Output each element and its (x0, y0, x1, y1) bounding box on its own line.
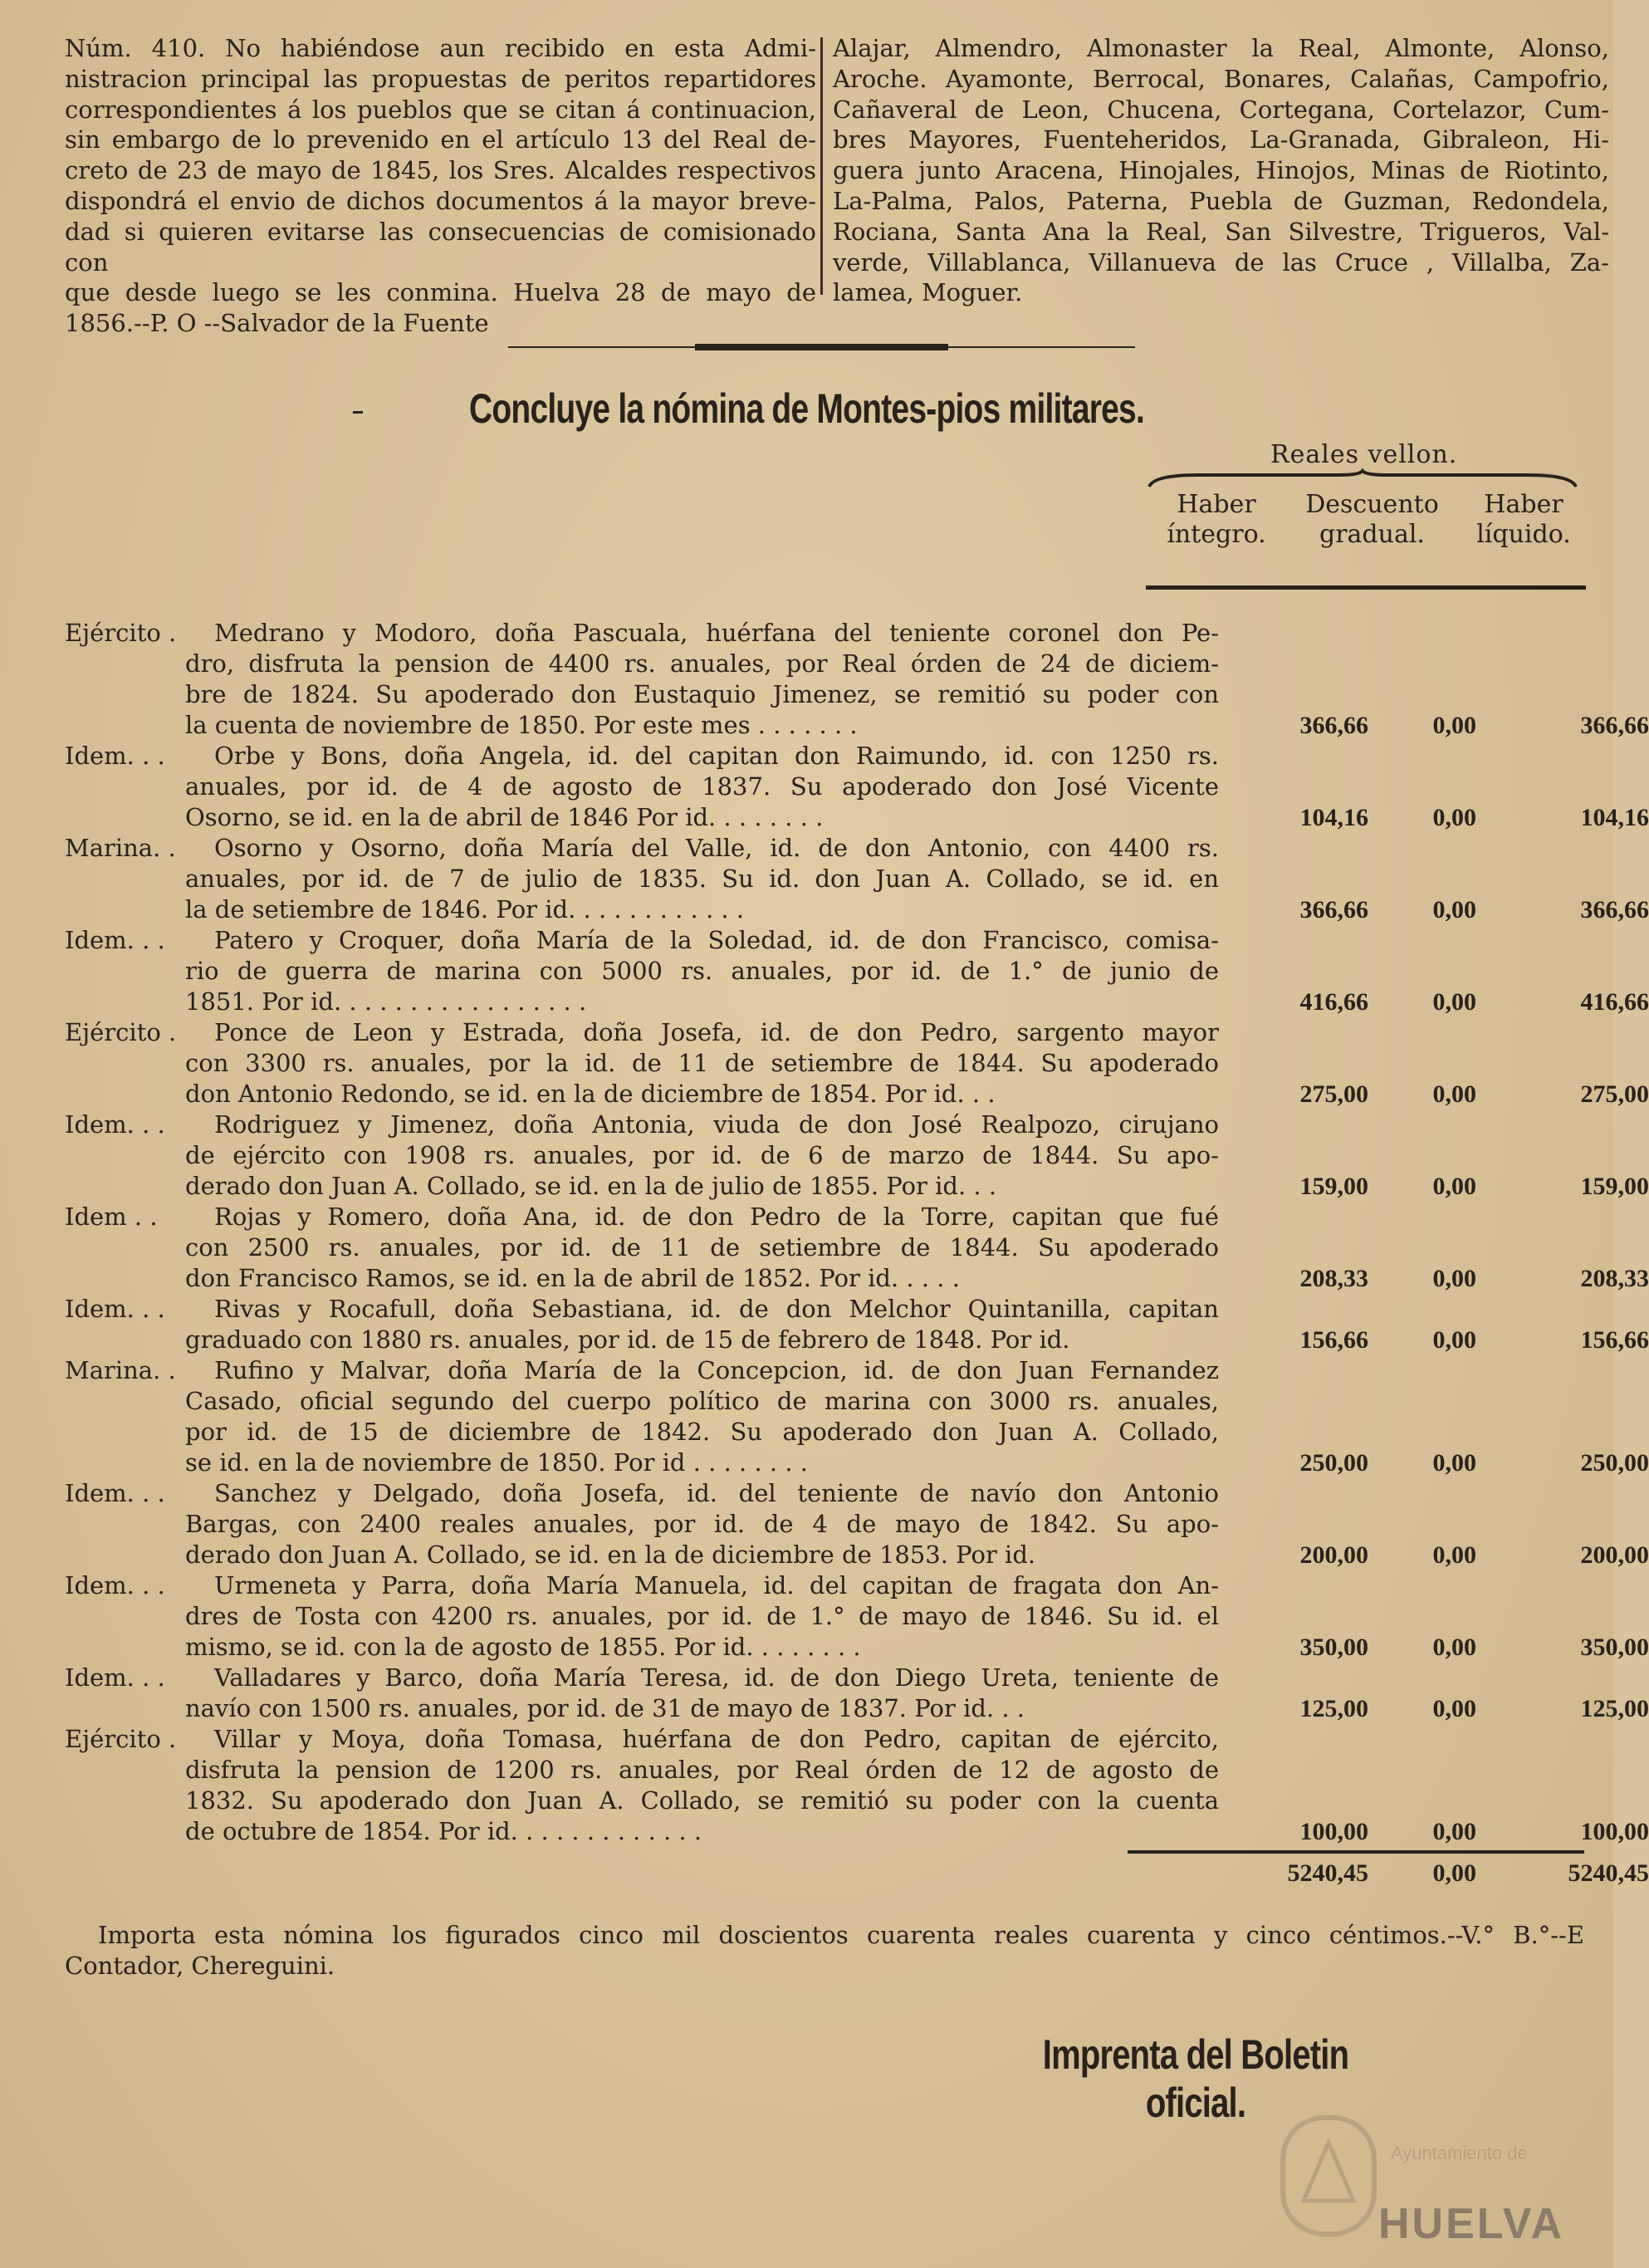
haber-liquido: 250,00 (1580, 1449, 1649, 1477)
total-liquido: 5240,45 (1568, 1859, 1649, 1887)
descuento-gradual: 0,00 (1432, 804, 1476, 831)
haber-integro: 104,16 (1299, 804, 1368, 831)
entry-line (65, 1079, 1649, 1110)
entry-branch: Idem. . . (65, 1110, 165, 1139)
notice-right-column (833, 33, 1609, 308)
entry-line (65, 679, 1584, 710)
entry-line (65, 1263, 1649, 1294)
entry-line (65, 741, 1584, 772)
entry-text: con 2500 rs. anuales, por id. de 11 de setiembre de 1844. Su apoderado (185, 1233, 1219, 1261)
entry-text: la cuenta de noviembre de 1850. Por este mes . . . . . . . (185, 711, 858, 739)
haber-liquido: 366,66 (1580, 712, 1649, 739)
entry-text: Rodriguez y Jimenez, doña Antonia, viuda de don José Realpozo, cirujano (214, 1110, 1219, 1139)
descuento-gradual: 0,00 (1432, 988, 1476, 1016)
summary-line: Importa esta nómina los figurados cinco mil doscientos cuarenta reales cuarenta y cinco céntimos.--V.° B.°--E (98, 1921, 1584, 1949)
descuento-gradual: 0,00 (1432, 1695, 1476, 1722)
pension-list (65, 618, 1649, 1847)
entry-text: 1832. Su apoderado don Juan A. Collado, se remitió su poder con la cuenta (185, 1786, 1219, 1815)
section-heading: Concluye la nómina de Montes-pios militares. (468, 385, 1145, 432)
entry-line (65, 1570, 1584, 1601)
column-header-descuento: Descuento gradual. (1305, 490, 1439, 549)
header-rule (1355, 585, 1463, 590)
town-list-line: guera junto Aracena, Hinojales, Hinojos, Minas de Riotinto, (833, 156, 1609, 185)
total-integro: 5240,45 (1287, 1859, 1368, 1887)
entry-line (65, 1386, 1584, 1417)
entry-branch: Idem . . (65, 1203, 158, 1231)
haber-integro: 366,66 (1299, 896, 1368, 923)
haber-integro: 156,66 (1299, 1326, 1368, 1354)
town-list-line: La-Palma, Palos, Paterna, Puebla de Guzman, Redondela, (833, 186, 1609, 215)
summary-note (65, 1920, 1584, 1981)
descuento-gradual: 0,00 (1432, 1326, 1476, 1354)
entry-text: Patero y Croquer, doña María de la Soledad, id. de don Francisco, comisa- (214, 926, 1219, 954)
entry-line (65, 1202, 1584, 1232)
entry-text: Urmeneta y Parra, doña María Manuela, id. del capitan de fragata don An- (214, 1571, 1219, 1599)
watermark-text: HUELVA (1378, 2200, 1565, 2248)
entry-text: Rivas y Rocafull, doña Sebastiana, id. de don Melchor Quintanilla, capitan (214, 1295, 1219, 1323)
entry-text: 1851. Por id. . . . . . . . . . . . . . . . . (185, 987, 587, 1016)
header-rule (1241, 585, 1358, 590)
entry-text: con 3300 rs. anuales, por la id. de 11 de setiembre de 1844. Su apoderado (185, 1049, 1219, 1077)
entry-text: derado don Juan A. Collado, se id. en la de diciembre de 1853. Por id. (185, 1541, 1036, 1569)
entry-branch: Ejército . (65, 1725, 177, 1753)
column-divider (820, 37, 823, 295)
watermark-small-text: Ayuntamiento de (1391, 2143, 1528, 2163)
pension-entry (65, 1202, 1649, 1294)
pension-entry (65, 1110, 1649, 1202)
descuento-gradual: 0,00 (1432, 1080, 1476, 1108)
entry-text: la de setiembre de 1846. Por id. . . . . . . . . . . . (185, 895, 745, 923)
entry-line (65, 1663, 1584, 1693)
column-header-integro: Haber íntegro. (1167, 490, 1266, 549)
pension-entry (65, 1017, 1649, 1110)
pension-entry (65, 1570, 1649, 1663)
entry-line (65, 833, 1584, 864)
totals-rule (1128, 1850, 1584, 1854)
descuento-gradual: 0,00 (1432, 1541, 1476, 1569)
entry-text: disfruta la pension de 1200 rs. anuales, por Real órden de 12 de agosto de (185, 1756, 1219, 1784)
haber-integro: 200,00 (1299, 1541, 1368, 1569)
entry-line (65, 802, 1649, 833)
descuento-gradual: 0,00 (1432, 1265, 1476, 1292)
entry-line (65, 1417, 1584, 1448)
notice-line: Núm. 410. No habiéndose aun recibido en esta Admi- (65, 34, 816, 62)
entry-text: don Francisco Ramos, se id. en la de abril de 1852. Por id. . . . . (185, 1264, 960, 1292)
notice-left-column (65, 33, 816, 339)
entry-line (65, 1540, 1649, 1570)
header-rule (1146, 585, 1245, 590)
haber-liquido: 416,66 (1580, 988, 1649, 1016)
entry-line (65, 1724, 1584, 1755)
pension-entry (65, 833, 1649, 925)
notice-line: creto de 23 de mayo de 1845, los Sres. Alcaldes respectivos (65, 156, 816, 185)
descuento-gradual: 0,00 (1432, 1634, 1476, 1661)
haber-integro: 159,00 (1299, 1173, 1368, 1200)
pension-entry (65, 1724, 1649, 1847)
entry-text: Medrano y Modoro, doña Pascuala, huérfana del teniente coronel don Pe- (214, 619, 1219, 647)
entry-line (65, 1355, 1584, 1386)
entry-line (65, 1325, 1649, 1355)
entry-text: derado don Juan A. Collado, se id. en la de julio de 1855. Por id. . . (185, 1172, 997, 1200)
imprint: Imprenta del Boletin oficial. (1042, 2031, 1349, 2126)
entry-line (65, 1632, 1649, 1663)
header-brace (1147, 470, 1578, 488)
entry-line (65, 1171, 1649, 1202)
column-header-liquido: Haber líquido. (1476, 490, 1571, 549)
haber-integro: 350,00 (1299, 1634, 1368, 1661)
entry-line (65, 1601, 1584, 1632)
entry-line (65, 1017, 1584, 1048)
entry-text: anuales, por id. de 7 de julio de 1835. Su id. don Juan A. Collado, se id. en (185, 865, 1219, 893)
entry-branch: Marina. . (65, 834, 176, 862)
haber-integro: 125,00 (1299, 1695, 1368, 1722)
entry-line (65, 956, 1584, 987)
entry-text: Villar y Moya, doña Tomasa, huérfana de don Pedro, capitan de ejército, (214, 1725, 1219, 1753)
entry-text: Bargas, con 2400 reales anuales, por id. de 4 de mayo de 1842. Su apo- (185, 1510, 1219, 1538)
top-notice (65, 33, 1609, 338)
entry-text: Sanchez y Delgado, doña Josefa, id. del teniente de navío don Antonio (214, 1479, 1219, 1507)
total-descuento: 0,00 (1432, 1859, 1476, 1887)
pension-entry (65, 925, 1649, 1017)
entry-text: por id. de 15 de diciembre de 1842. Su apoderado don Juan A. Collado, (185, 1418, 1219, 1446)
entry-line (65, 1232, 1584, 1263)
entry-branch: Ejército . (65, 619, 177, 647)
entry-line (65, 1816, 1649, 1847)
entry-line (65, 1693, 1649, 1724)
town-list-line: bres Mayores, Fuenteheridos, La-Granada, Gibraleon, Hi- (833, 125, 1609, 154)
town-list-line: Aroche. Ayamonte, Berrocal, Bonares, Calañas, Campofrio, (833, 64, 1609, 93)
entry-line (65, 1048, 1584, 1079)
entry-text: Ponce de Leon y Estrada, doña Josefa, id. de don Pedro, sargento mayor (214, 1018, 1219, 1046)
pension-entry (65, 741, 1649, 833)
haber-liquido: 100,00 (1580, 1818, 1649, 1845)
haber-liquido: 125,00 (1580, 1695, 1649, 1722)
haber-liquido: 159,00 (1580, 1173, 1649, 1200)
entry-branch: Marina. . (65, 1356, 176, 1384)
entry-text: de octubre de 1854. Por id. . . . . . . . . . . . . (185, 1817, 702, 1845)
haber-liquido: 350,00 (1580, 1634, 1649, 1661)
entry-line (65, 1509, 1584, 1540)
currency-group-header: Reales vellon. (1270, 440, 1458, 469)
notice-line: dispondrá el envio de dichos documentos á la mayor breve- (65, 186, 816, 215)
town-list-line: verde, Villablanca, Villanueva de las Cruce , Villalba, Za- (833, 247, 1609, 277)
entry-text: Rufino y Malvar, doña María de la Concepcion, id. de don Juan Fernandez (214, 1356, 1219, 1384)
ornamental-rule (508, 343, 1135, 351)
entry-line (65, 1110, 1584, 1140)
notice-line: 1856.--P. O --Salvador de la Fuente (65, 309, 489, 338)
entry-text: Rojas y Romero, doña Ana, id. de don Pedro de la Torre, capitan que fué (214, 1203, 1219, 1231)
haber-liquido: 156,66 (1580, 1326, 1649, 1354)
entry-line (65, 864, 1584, 894)
notice-line: nistracion principal las propuestas de peritos repartidores (65, 64, 816, 93)
descuento-gradual: 0,00 (1432, 1818, 1476, 1845)
entry-line (65, 618, 1584, 649)
haber-integro: 366,66 (1299, 712, 1368, 739)
pension-entry (65, 618, 1649, 741)
town-list-line: Cañaveral de Leon, Chucena, Cortegana, Cortelazor, Cum- (833, 95, 1609, 124)
haber-liquido: 104,16 (1580, 804, 1649, 831)
entry-branch: Idem. . . (65, 926, 165, 954)
entry-text: dro, disfruta la pension de 4400 rs. anuales, por Real órden de 24 de diciem- (185, 649, 1219, 678)
haber-integro: 275,00 (1299, 1080, 1368, 1108)
haber-liquido: 208,33 (1580, 1265, 1649, 1292)
notice-line: dad si quieren evitarse las consecuencias de comisionado con (65, 217, 816, 277)
town-list-line: Rociana, Santa Ana la Real, San Silvestre, Trigueros, Val- (833, 217, 1609, 246)
entry-line (65, 1478, 1584, 1509)
haber-integro: 100,00 (1299, 1818, 1368, 1845)
haber-liquido: 366,66 (1580, 896, 1649, 923)
entry-text: Orbe y Bons, doña Angela, id. del capitan don Raimundo, id. con 1250 rs. (214, 742, 1219, 770)
town-list-line: Alajar, Almendro, Almonaster la Real, Almonte, Alonso, (833, 34, 1609, 62)
entry-branch: Idem. . . (65, 1663, 165, 1692)
entry-line (65, 772, 1584, 802)
entry-text: Osorno, se id. en la de abril de 1846 Por id. . . . . . . . (185, 803, 824, 831)
pension-entry (65, 1355, 1649, 1478)
entry-line (65, 1294, 1584, 1325)
entry-text: rio de guerra de marina con 5000 rs. anuales, por id. de 1.° de junio de (185, 957, 1219, 985)
totals-row (65, 1857, 1649, 1890)
entry-text: Valladares y Barco, doña María Teresa, id. de don Diego Ureta, teniente de (214, 1663, 1219, 1692)
entry-text: Casado, oficial segundo del cuerpo político de marina con 3000 rs. anuales, (185, 1387, 1219, 1415)
pension-entry (65, 1478, 1649, 1570)
pension-entry (65, 1663, 1649, 1724)
entry-line (65, 894, 1649, 925)
entry-line (65, 925, 1584, 956)
notice-line: que desde luego se les conmina. Huelva 28 de mayo de (65, 278, 816, 307)
entry-branch: Idem. . . (65, 1479, 165, 1507)
entry-branch: Idem. . . (65, 742, 165, 770)
haber-integro: 416,66 (1299, 988, 1368, 1016)
entry-text: dres de Tosta con 4200 rs. anuales, por id. de 1.° de mayo de 1846. Su id. el (185, 1602, 1219, 1630)
entry-line (65, 987, 1649, 1017)
entry-line (65, 1448, 1649, 1478)
pension-entry (65, 1294, 1649, 1355)
entry-line (65, 1140, 1584, 1171)
descuento-gradual: 0,00 (1432, 1173, 1476, 1200)
haber-integro: 250,00 (1299, 1449, 1368, 1477)
entry-branch: Idem. . . (65, 1571, 165, 1599)
notice-line: correspondientes á los pueblos que se citan á continuacion, (65, 95, 816, 124)
entry-branch: Ejército . (65, 1018, 177, 1046)
entry-line (65, 649, 1584, 679)
header-rule (1461, 585, 1586, 590)
entry-text: bre de 1824. Su apoderado don Eustaquio Jimenez, se remitió su poder con (185, 680, 1219, 708)
notice-line: sin embargo de lo prevenido en el artículo 13 del Real de- (65, 125, 816, 154)
descuento-gradual: 0,00 (1432, 1449, 1476, 1477)
entry-line (65, 1755, 1584, 1785)
entry-text: se id. en la de noviembre de 1850. Por id . . . . . . . . (185, 1448, 808, 1477)
descuento-gradual: 0,00 (1432, 712, 1476, 739)
entry-line (65, 710, 1649, 741)
haber-liquido: 275,00 (1580, 1080, 1649, 1108)
entry-text: anuales, por id. de 4 de agosto de 1837. Su apoderado don José Vicente (185, 772, 1219, 801)
entry-text: Osorno y Osorno, doña María del Valle, id. de don Antonio, con 4400 rs. (214, 834, 1219, 862)
town-list-line: lamea, Moguer. (833, 278, 1023, 307)
entry-text: don Antonio Redondo, se id. en la de diciembre de 1854. Por id. . . (185, 1080, 996, 1108)
entry-text: graduado con 1880 rs. anuales, por id. de 15 de febrero de 1848. Por id. (185, 1325, 1070, 1354)
entry-line (65, 1785, 1584, 1816)
summary-line: Contador, Chereguini. (65, 1952, 335, 1980)
haber-integro: 208,33 (1299, 1265, 1368, 1292)
entry-text: de ejército con 1908 rs. anuales, por id. de 6 de marzo de 1844. Su apo- (185, 1141, 1219, 1169)
entry-branch: Idem. . . (65, 1295, 165, 1323)
entry-text: mismo, se id. con la de agosto de 1855. Por id. . . . . . . . (185, 1633, 861, 1661)
entry-text: navío con 1500 rs. anuales, por id. de 31 de mayo de 1837. Por id. . . (185, 1694, 1025, 1722)
haber-liquido: 200,00 (1580, 1541, 1649, 1569)
descuento-gradual: 0,00 (1432, 896, 1476, 923)
